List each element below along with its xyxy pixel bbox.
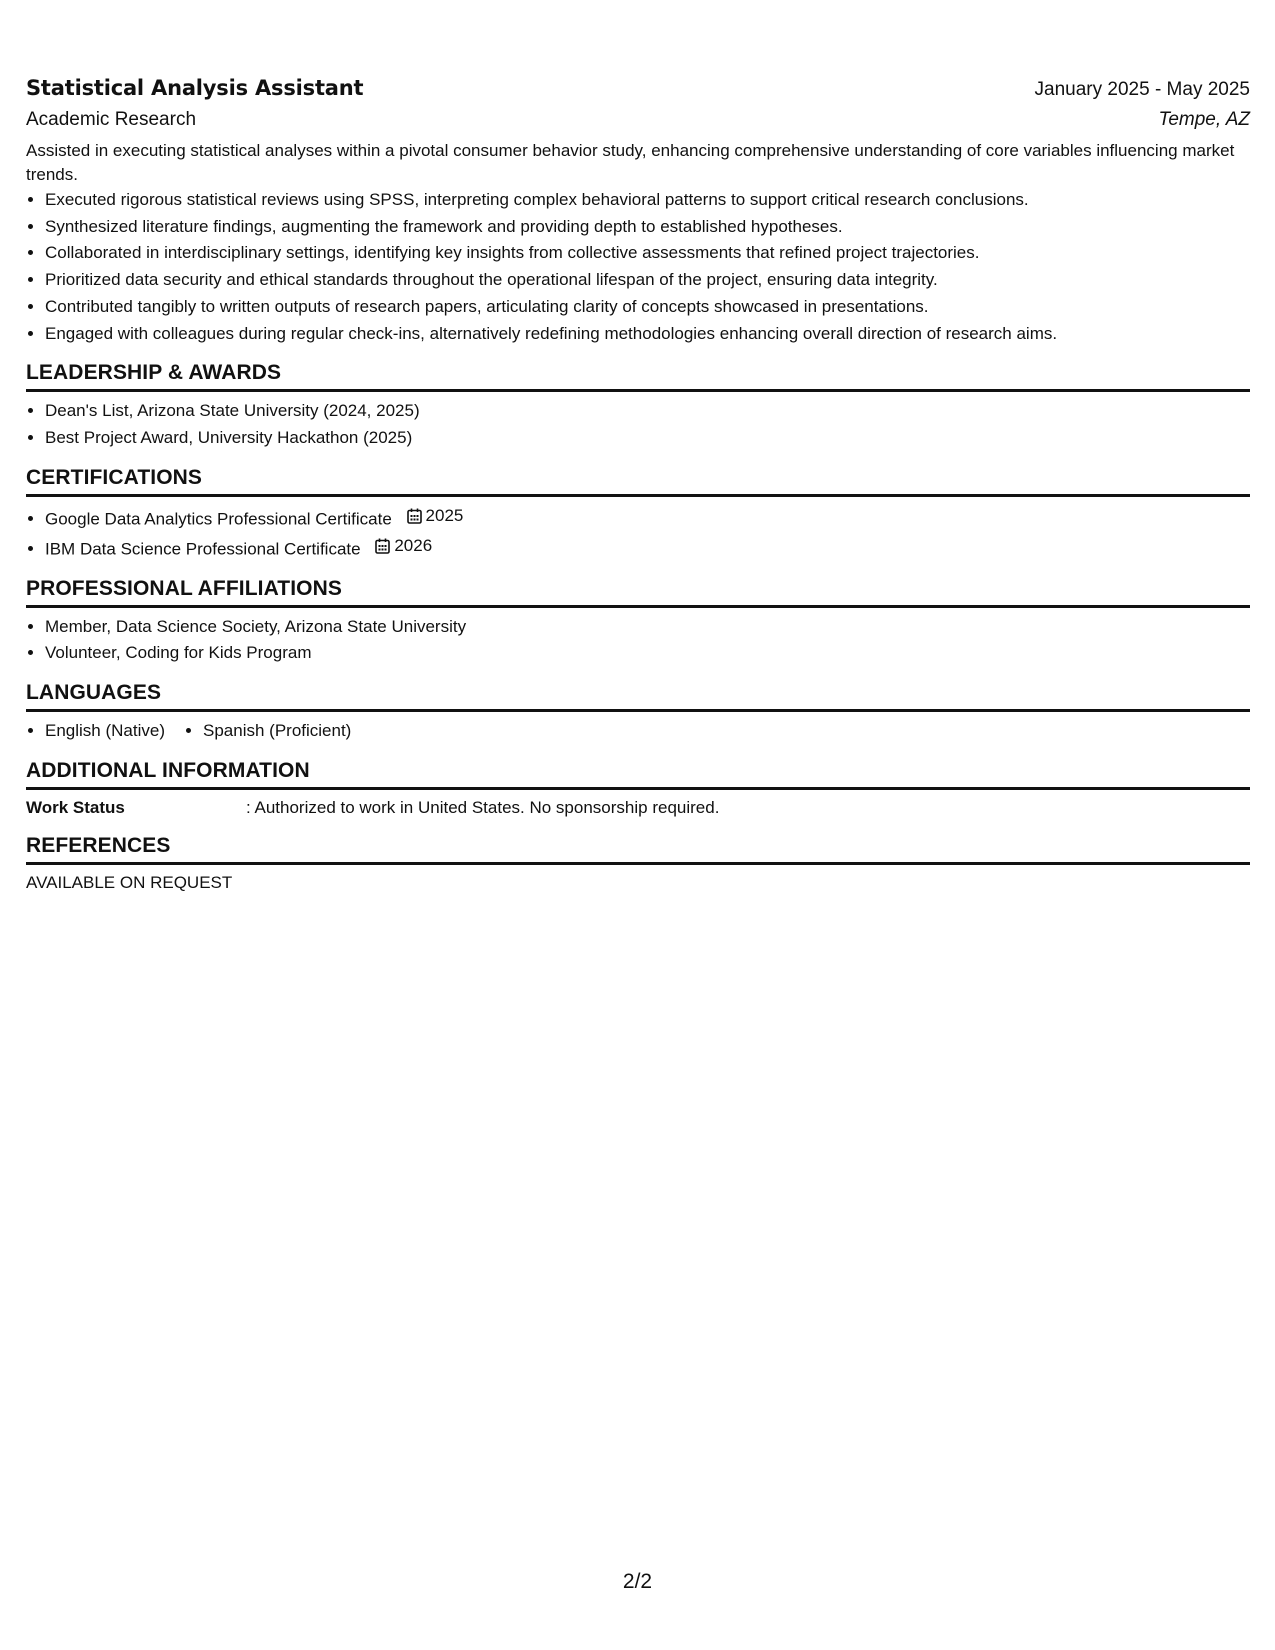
list-item: • Collaborated in interdisciplinary settings, identifying key insights from collective assessments that refined project trajectories. <box>45 240 1250 267</box>
references-text: AVAILABLE ON REQUEST <box>26 872 233 892</box>
list-item: • Member, Data Science Society, Arizona State University <box>45 614 1250 641</box>
list-item <box>45 533 1250 563</box>
list-item: • Prioritized data security and ethical standards throughout the operational lifespan of the project, ensuring data integrity. <box>45 267 1250 294</box>
job-title: Statistical Analysis Assistant <box>26 76 364 100</box>
section-heading-additional: ADDITIONAL INFORMATION <box>26 759 1250 790</box>
section-heading-certifications: CERTIFICATIONS <box>26 466 1250 497</box>
section-heading-languages: LANGUAGES <box>26 681 1250 712</box>
certificate-year: 2025 <box>425 505 464 525</box>
list-item: • Volunteer, Coding for Kids Program <box>45 640 1250 667</box>
certificate-name: IBM Data Science Professional Certificate <box>45 539 361 559</box>
leadership-section <box>26 361 1250 451</box>
job-dates: January 2025 - May 2025 <box>1034 79 1250 100</box>
job-summary: Assisted in executing statistical analyses within a pivotal consumer behavior study, enhancing comprehensive understanding of core variables influencing market trends. <box>26 141 1235 184</box>
certifications-section <box>26 466 1250 563</box>
list-item: • Executed rigorous statistical reviews using SPSS, interpreting complex behavioral patterns to support critical research conclusions. <box>45 187 1250 214</box>
job-header <box>26 76 1250 101</box>
job-bullet-list <box>26 187 1250 347</box>
affiliations-list <box>26 614 1250 667</box>
certificate-date <box>375 533 432 560</box>
leadership-list <box>26 398 1250 451</box>
languages-section <box>26 681 1250 745</box>
languages-list <box>26 718 1250 745</box>
job-subheader <box>26 109 1250 131</box>
calendar-icon <box>407 508 422 524</box>
certificate-date <box>407 503 464 530</box>
section-heading-affiliations: PROFESSIONAL AFFILIATIONS <box>26 577 1250 608</box>
list-item: • Synthesized literature findings, augmenting the framework and providing depth to established hypotheses. <box>45 214 1250 241</box>
certificate-year: 2026 <box>394 535 433 555</box>
list-item <box>45 503 1250 533</box>
work-status-row <box>26 796 1250 820</box>
job-location: Tempe, AZ <box>1158 109 1250 130</box>
list-item: • Spanish (Proficient) <box>203 718 351 745</box>
page-number: 2/2 <box>622 1570 653 1593</box>
calendar-icon <box>375 538 390 554</box>
affiliations-section <box>26 577 1250 667</box>
experience-entry <box>26 76 1250 347</box>
certifications-list <box>26 503 1250 563</box>
list-item: • Best Project Award, University Hackathon (2025) <box>45 425 1250 452</box>
references-section <box>26 834 1250 895</box>
list-item: • Engaged with colleagues during regular check-ins, alternatively redefining methodologies enhancing overall direction of research aims. <box>45 321 1250 348</box>
resume-page <box>26 76 1250 895</box>
section-heading-references: REFERENCES <box>26 834 1250 865</box>
list-item: • Dean's List, Arizona State University (2024, 2025) <box>45 398 1250 425</box>
list-item: • Contributed tangibly to written outputs of research papers, articulating clarity of concepts showcased in presentations. <box>45 294 1250 321</box>
work-status-label: Work Status <box>26 797 125 817</box>
certificate-name: Google Data Analytics Professional Certificate <box>45 508 392 528</box>
additional-info-section <box>26 759 1250 820</box>
job-organization: Academic Research <box>26 109 197 130</box>
section-heading-leadership: LEADERSHIP & AWARDS <box>26 361 1250 392</box>
work-status-value: : Authorized to work in United States. No sponsorship required. <box>246 797 720 817</box>
list-item: • English (Native) <box>45 718 165 745</box>
